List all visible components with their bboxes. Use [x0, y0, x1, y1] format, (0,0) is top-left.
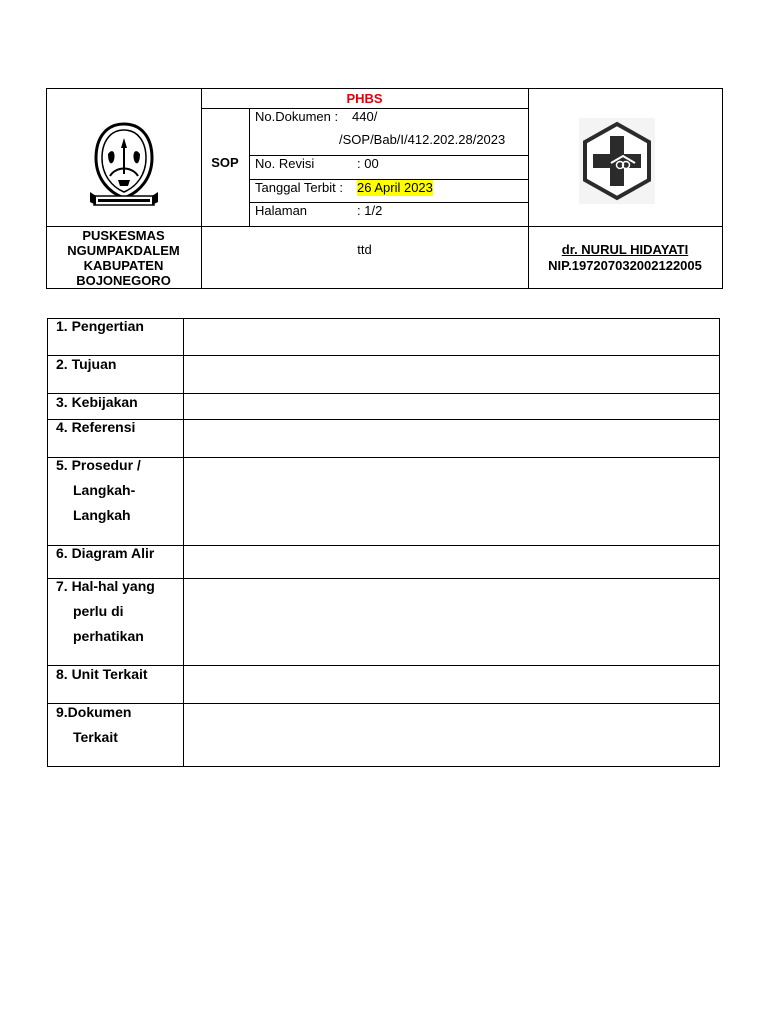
org-line: BOJONEGORO	[76, 273, 171, 288]
section-label-kebijakan	[56, 390, 138, 415]
label-line: Langkah	[73, 507, 131, 523]
puskesmas-logo-icon	[579, 118, 655, 204]
doc-number-label: No.Dokumen :	[255, 109, 339, 124]
page-label: Halaman	[255, 203, 308, 218]
label-line: perhatikan	[73, 628, 144, 644]
official-name: dr. NURUL HIDAYATI	[561, 242, 689, 257]
doc-number-value-2: /SOP/Bab/I/412.202.28/2023	[339, 132, 506, 147]
revision-label: No. Revisi	[255, 156, 315, 171]
signature-text: ttd	[357, 242, 372, 257]
section-label-hal-hal	[56, 574, 155, 649]
label-line: 8. Unit Terkait	[56, 666, 148, 682]
official-nip: NIP.197207032002122005	[548, 258, 702, 273]
label-line: 9.Dokumen	[56, 704, 132, 720]
issue-date-value: 26 April 2023	[357, 180, 433, 195]
label-line: 7. Hal-hal yang	[56, 578, 155, 594]
org-line: KABUPATEN	[83, 258, 164, 273]
section-label-unit-terkait	[56, 662, 148, 687]
section-label-prosedur	[56, 453, 141, 528]
sop-label: SOP	[211, 155, 239, 170]
org-line: PUSKESMAS	[82, 228, 165, 243]
label-line: 1. Pengertian	[56, 318, 144, 334]
label-line: Langkah-	[73, 482, 136, 498]
label-line: Terkait	[73, 729, 118, 745]
section-label-referensi	[56, 415, 135, 440]
section-label-tujuan	[56, 352, 116, 377]
section-label-dokumen-terkait	[56, 700, 131, 750]
organization-name	[46, 228, 201, 288]
label-line: 2. Tujuan	[56, 356, 117, 372]
section-label-pengertian	[56, 314, 144, 339]
label-line: 3. Kebijakan	[56, 394, 138, 410]
org-line: NGUMPAKDALEM	[67, 243, 180, 258]
label-line: perlu di	[73, 603, 124, 619]
page-value: : 1/2	[357, 203, 383, 218]
revision-value: : 00	[357, 156, 379, 171]
label-line: 4. Referensi	[56, 419, 136, 435]
section-label-diagram-alir	[56, 541, 154, 566]
label-line: 6. Diagram Alir	[56, 545, 155, 561]
bojonegoro-emblem-icon	[88, 118, 160, 210]
doc-number-value-1: 440/	[352, 109, 378, 124]
label-line: 5. Prosedur /	[56, 457, 141, 473]
document-title: PHBS	[346, 91, 383, 106]
issue-date-label: Tanggal Terbit :	[255, 180, 343, 195]
